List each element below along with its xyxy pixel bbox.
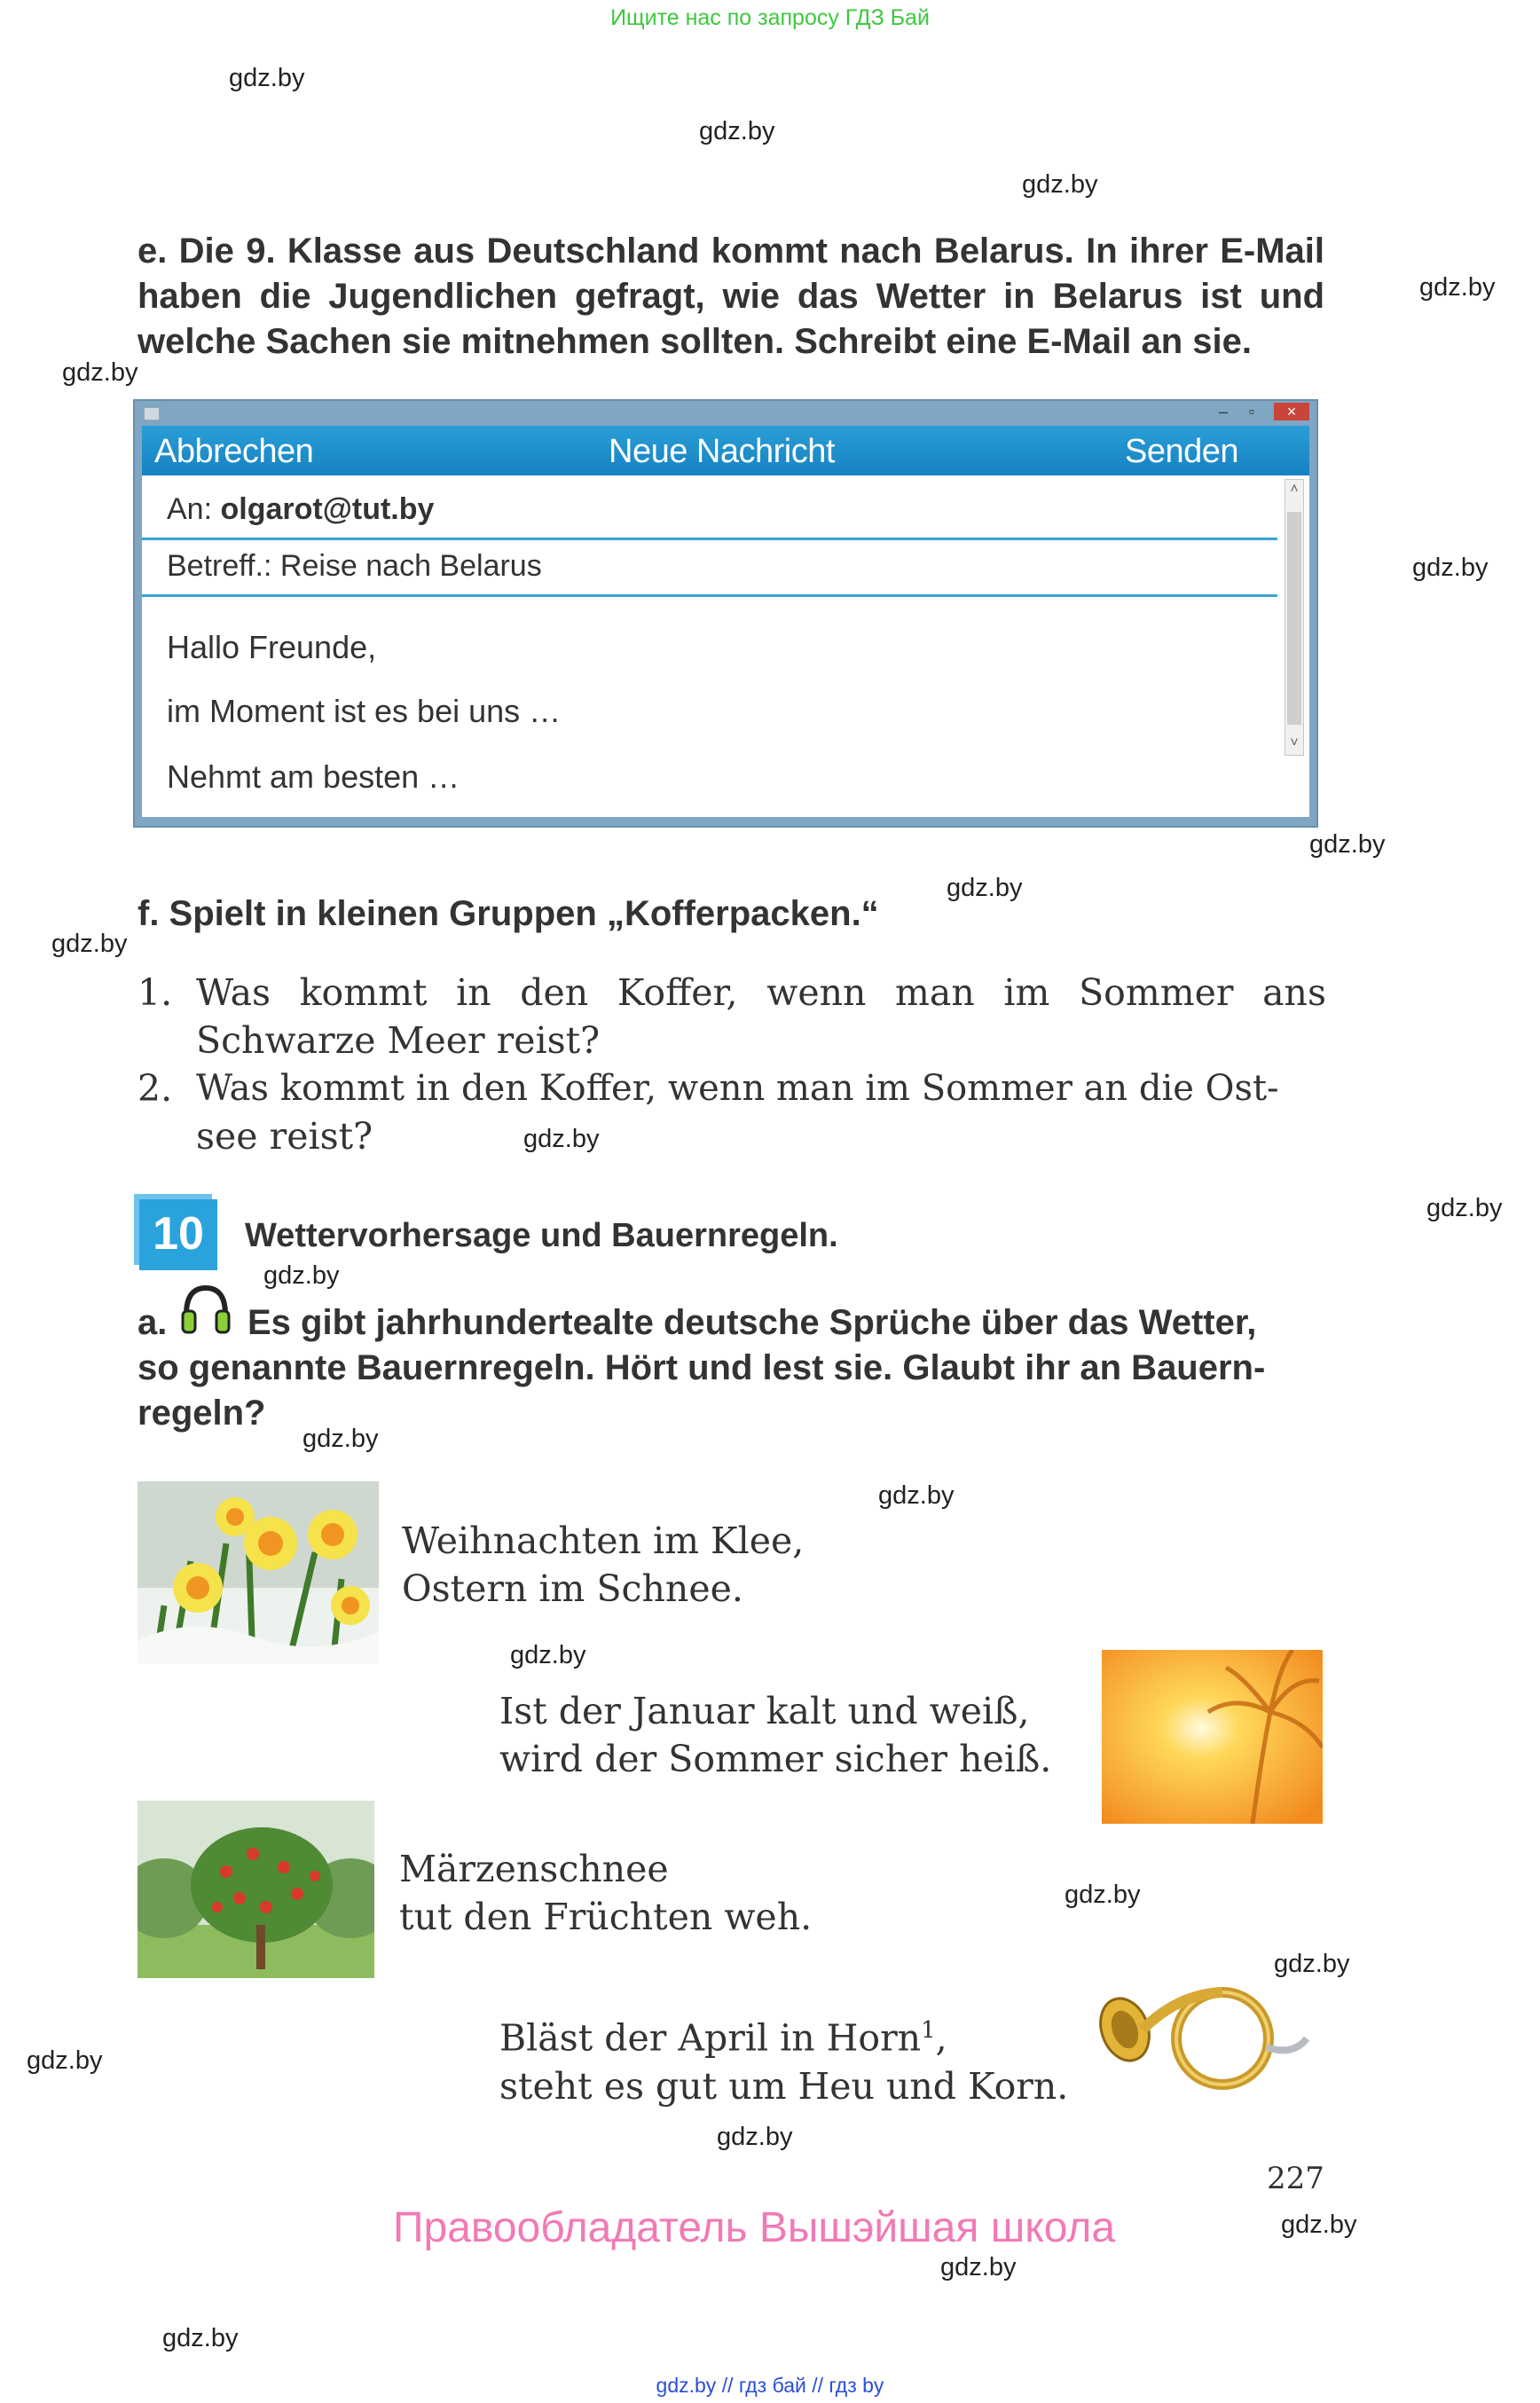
watermark: gdz.by <box>717 2123 793 2151</box>
watermark: gdz.by <box>523 1125 600 1153</box>
message-body-line[interactable]: Nehmt am besten … <box>167 758 460 795</box>
scrollbar[interactable] <box>1285 479 1304 756</box>
list-item <box>138 969 1326 1064</box>
window-titlebar <box>135 401 1316 426</box>
task-a-label: a. <box>138 1303 168 1342</box>
task-f-list <box>138 969 1326 1160</box>
daffodils-snow-photo <box>138 1481 379 1664</box>
maximize-button[interactable]: ▫ <box>1248 403 1255 420</box>
email-form <box>142 475 1309 817</box>
copyright-notice: Правообладатель Вышэйшая школа <box>393 2204 1116 2251</box>
email-window-title: Neue Nachricht <box>609 433 835 470</box>
watermark: gdz.by <box>1419 273 1496 302</box>
close-window-button[interactable]: × <box>1274 403 1309 420</box>
footer-links[interactable]: gdz.by // гдз бай // гдз by <box>656 2374 884 2397</box>
watermark: gdz.by <box>699 117 775 145</box>
watermark: gdz.by <box>947 874 1023 902</box>
watermark: gdz.by <box>1412 554 1489 582</box>
task-a-line: so genannte Bauernregeln. Hört und lest sie. Glaubt ihr an Bauern- <box>138 1348 1266 1387</box>
email-compose-window <box>133 399 1318 828</box>
horn-image <box>1089 1976 1318 2101</box>
watermark: gdz.by <box>1309 830 1386 859</box>
watermark: gdz.by <box>162 2324 239 2352</box>
watermark: gdz.by <box>62 358 138 387</box>
weather-rule <box>402 1517 804 1613</box>
rule-line: Bläst der April in Horn$^1$, <box>499 2016 947 2060</box>
rule-line: steht es gut um Heu und Korn. <box>499 2064 1069 2108</box>
to-label: An: <box>167 492 213 526</box>
watermark: gdz.by <box>229 64 305 92</box>
field-divider <box>142 538 1277 540</box>
section-title: Wettervorhersage und Bauernregeln. <box>245 1217 838 1254</box>
fruit-tree-photo <box>138 1801 374 1978</box>
app-icon <box>144 407 160 420</box>
rule-line: Weihnachten im Klee, <box>402 1520 805 1562</box>
section-number-badge: 10 <box>139 1199 217 1270</box>
rule-line: Ostern im Schnee. <box>402 1567 743 1610</box>
watermark: gdz.by <box>940 2253 1017 2281</box>
task-a-line: regeln? <box>138 1394 266 1433</box>
subject-label: Betreff.: <box>167 549 272 583</box>
watermark: gdz.by <box>1426 1194 1503 1222</box>
subject-field[interactable] <box>142 543 1277 589</box>
list-item-line: Was kommt in den Koffer, wenn man im Sommer an die Ost- <box>196 1068 1279 1109</box>
list-item-line: Schwarze Meer reist? <box>196 1019 601 1062</box>
sun-palm-photo <box>1102 1650 1323 1824</box>
rule-line: Märzenschnee <box>399 1848 669 1890</box>
cancel-button[interactable]: Abbrechen <box>154 433 314 470</box>
footnote-marker: 1 <box>921 2017 936 2044</box>
scroll-down-icon[interactable]: ˅ <box>1290 735 1299 750</box>
send-button[interactable]: Senden <box>1125 433 1239 470</box>
page-number: 227 <box>1267 2161 1324 2196</box>
watermark: gdz.by <box>878 1481 955 1510</box>
watermark: gdz.by <box>510 1641 586 1669</box>
watermark: gdz.by <box>51 930 128 958</box>
email-toolbar <box>142 426 1309 475</box>
list-number: 2. <box>138 1067 173 1110</box>
watermark: gdz.by <box>1022 170 1098 199</box>
weather-rule <box>499 1687 1051 1783</box>
watermark: gdz.by <box>1274 1950 1350 1978</box>
rule-line: Ist der Januar kalt und weiß, <box>499 1690 1030 1732</box>
message-body-line[interactable]: im Moment ist es bei uns … <box>167 693 562 729</box>
scroll-up-icon[interactable]: ˄ <box>1290 482 1299 497</box>
field-divider <box>142 594 1277 597</box>
list-item-line: Was kommt in den Koffer, wenn man im Sommer ans <box>196 971 1326 1014</box>
to-value: olgarot@tut.by <box>220 492 435 526</box>
weather-rule <box>399 1845 812 1941</box>
watermark: gdz.by <box>1281 2211 1357 2239</box>
watermark: gdz.by <box>302 1425 379 1453</box>
task-a-instruction <box>138 1300 1324 1436</box>
watermark: gdz.by <box>263 1261 340 1290</box>
list-item <box>138 1064 1326 1160</box>
task-f-instruction: f. Spielt in kleinen Gruppen „Kofferpacken.“ <box>138 894 879 933</box>
task-a-line: Es gibt jahrhundertealte deutsche Sprüche über das Wetter, <box>248 1303 1257 1342</box>
watermark: gdz.by <box>1065 1881 1141 1909</box>
weather-rule <box>499 2006 1068 2110</box>
subject-value: Reise nach Belarus <box>279 549 542 583</box>
scrollbar-thumb[interactable] <box>1287 512 1301 725</box>
message-body-line[interactable]: Hallo Freunde, <box>167 629 377 665</box>
search-hint-link[interactable]: Ищите нас по запросу ГДЗ Бай <box>610 5 930 30</box>
to-field[interactable] <box>142 486 1277 532</box>
minimize-button[interactable]: – <box>1218 403 1228 420</box>
list-number: 1. <box>138 971 173 1014</box>
rule-line: wird der Sommer sicher heiß. <box>499 1738 1052 1780</box>
list-item-line: see reist? <box>196 1115 373 1158</box>
task-e-instruction: e. Die 9. Klasse aus Deutschland kommt nach Belarus. In ihrer E-Mail haben die Jugendlichen gefragt, wie das Wetter in Belarus ist und welche Sachen sie mitnehmen sollten. Schreibt eine E-Mail an sie. <box>138 232 1324 361</box>
rule-line: tut den Früchten weh. <box>399 1896 813 1938</box>
watermark: gdz.by <box>27 2046 103 2075</box>
